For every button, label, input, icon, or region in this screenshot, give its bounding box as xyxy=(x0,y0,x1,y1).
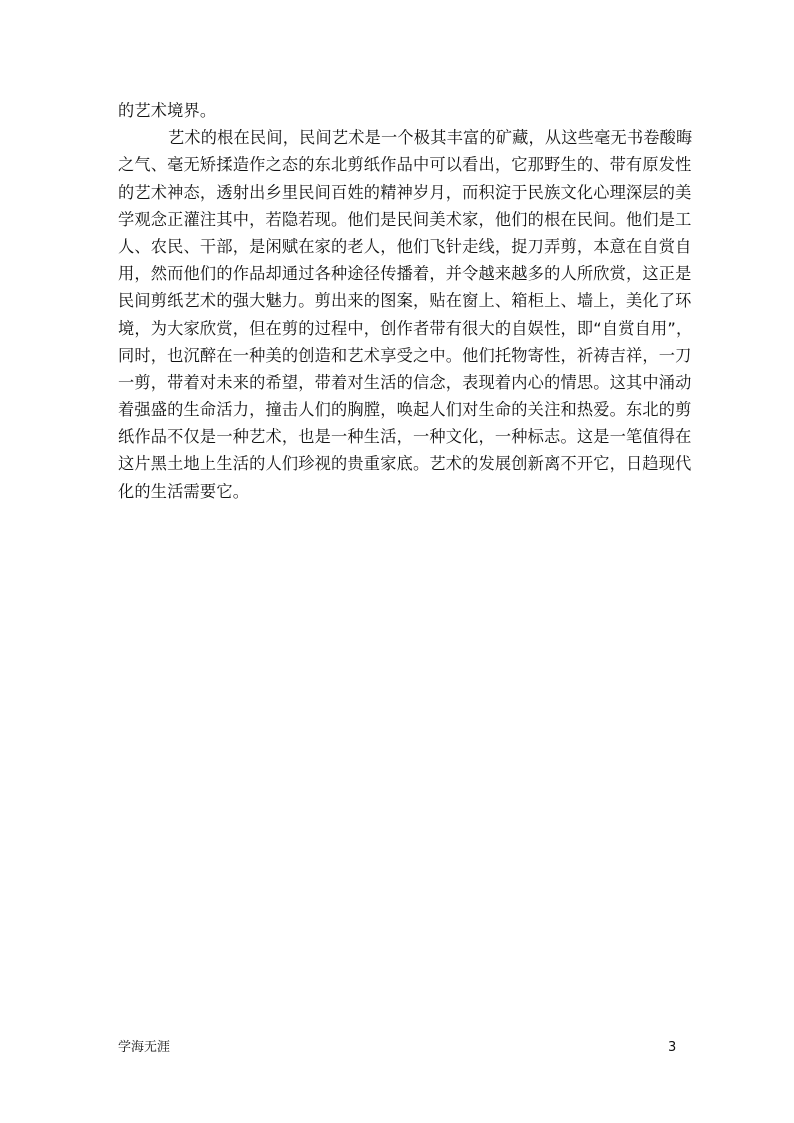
paragraph-last-line: 化的生活需要它。 xyxy=(118,481,250,501)
footer-motto: 学海无涯 xyxy=(118,1040,171,1055)
text-line: 一剪，带着对未来的希望，带着对生活的信念，表现着内心的情思。这其中涌动 xyxy=(118,372,692,392)
text-line: 同时，也沉醉在一种美的创造和艺术享受之中。他们托物寄性，祈祷吉祥，一刀 xyxy=(118,345,692,365)
text-line: 境，为大家欣赏，但在剪的过程中，创作者带有很大的自娱性，即“自赏自用”， xyxy=(118,318,693,338)
text-line: 之气、毫无矫揉造作之态的东北剪纸作品中可以看出，它那野生的、带有原发性 xyxy=(118,155,692,175)
text-line: 人、农民、干部，是闲赋在家的老人，他们飞针走线，捉刀弄剪，本意在自赏自 xyxy=(118,236,692,256)
body-text xyxy=(118,97,693,505)
text-line: 学观念正灌注其中，若隐若现。他们是民间美术家，他们的根在民间。他们是工 xyxy=(118,209,692,229)
text-line: 用，然而他们的作品却通过各种途径传播着，并令越来越多的人所欣赏，这正是 xyxy=(118,264,692,284)
text-line: 民间剪纸艺术的强大魅力。剪出来的图案，贴在窗上、箱柜上、墙上，美化了环 xyxy=(118,291,692,311)
text-line: 这片黑土地上生活的人们珍视的贵重家底。艺术的发展创新离不开它，日趋现代 xyxy=(118,454,692,474)
text-line: 的艺术神态，透射出乡里民间百姓的精神岁月，而积淀于民族文化心理深层的美 xyxy=(118,182,692,202)
text-line: 的艺术境界。 xyxy=(118,101,217,120)
paragraph-first-line: 艺术的根在民间，民间艺术是一个极其丰富的矿藏，从这些毫无书卷酸晦 xyxy=(168,128,693,148)
page-number: 3 xyxy=(668,1040,677,1055)
text-line: 着强盛的生命活力，撞击人们的胸膛，唤起人们对生命的关注和热爱。东北的剪 xyxy=(118,400,692,420)
text-line: 纸作品不仅是一种艺术，也是一种生活，一种文化，一种标志。这是一笔值得在 xyxy=(118,427,692,447)
